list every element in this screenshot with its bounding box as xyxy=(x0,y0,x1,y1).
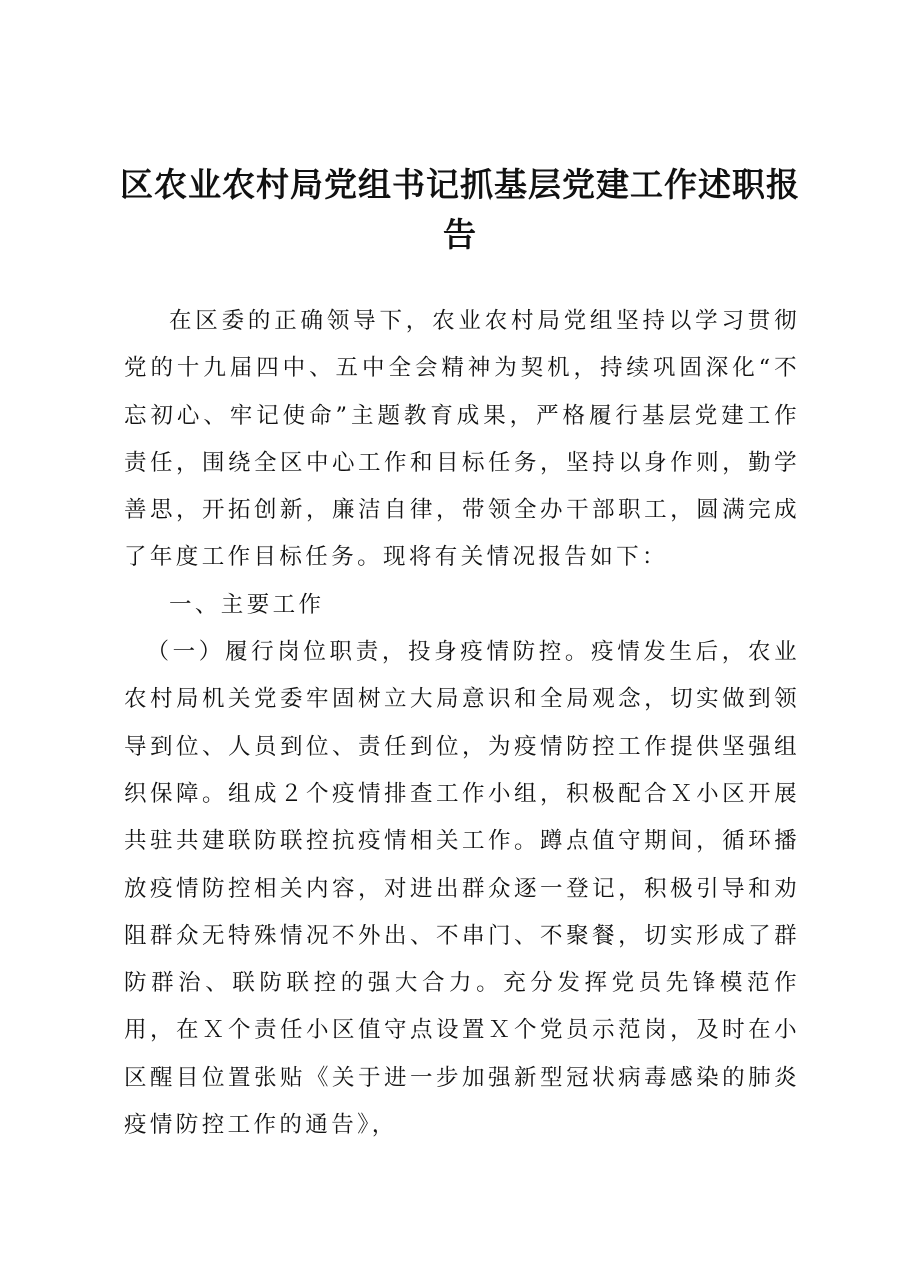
document-body xyxy=(124,298,800,1149)
section-heading-main-work: 一、主要工作 xyxy=(169,591,325,618)
document-title: 区农业农村局党组书记抓基层党建工作述职报告 xyxy=(120,165,800,254)
subsection-paragraph-epidemic: （一）履行岗位职责，投身疫情防控。疫情发生后，农业农村局机关党委牢固树立大局意识和全局观念，切实做到领导到位、人员到位、责任到位，为疫情防控工作提供坚强组织保障。组成２个疫情排查工作小组，积极配合Ｘ小区开展共驻共建联防联控抗疫情相关工作。蹲点值守期间，循环播放疫情防控相关内容，对进出群众逐一登记，积极引导和劝阻群众无特殊情况不外出、不串门、不聚餐，切实形成了群防群治、联防联控的强大合力。充分发挥党员先锋模范作用，在Ｘ个责任小区值守点设置Ｘ个党员示范岗，及时在小区醒目位置张贴《关于进一步加强新型冠状病毒感染的肺炎疫情防控工作的通告》， xyxy=(124,639,800,1139)
intro-paragraph: 在区委的正确领导下，农业农村局党组坚持以学习贯彻党的十九届四中、五中全会精神为契机，持续巩固深化“不忘初心、牢记使命”主题教育成果，严格履行基层党建工作责任，围绕全区中心工作和目标任务，坚持以身作则，勤学善思，开拓创新，廉洁自律，带领全办干部职工，圆满完成了年度工作目标任务。现将有关情况报告如下： xyxy=(124,308,800,571)
